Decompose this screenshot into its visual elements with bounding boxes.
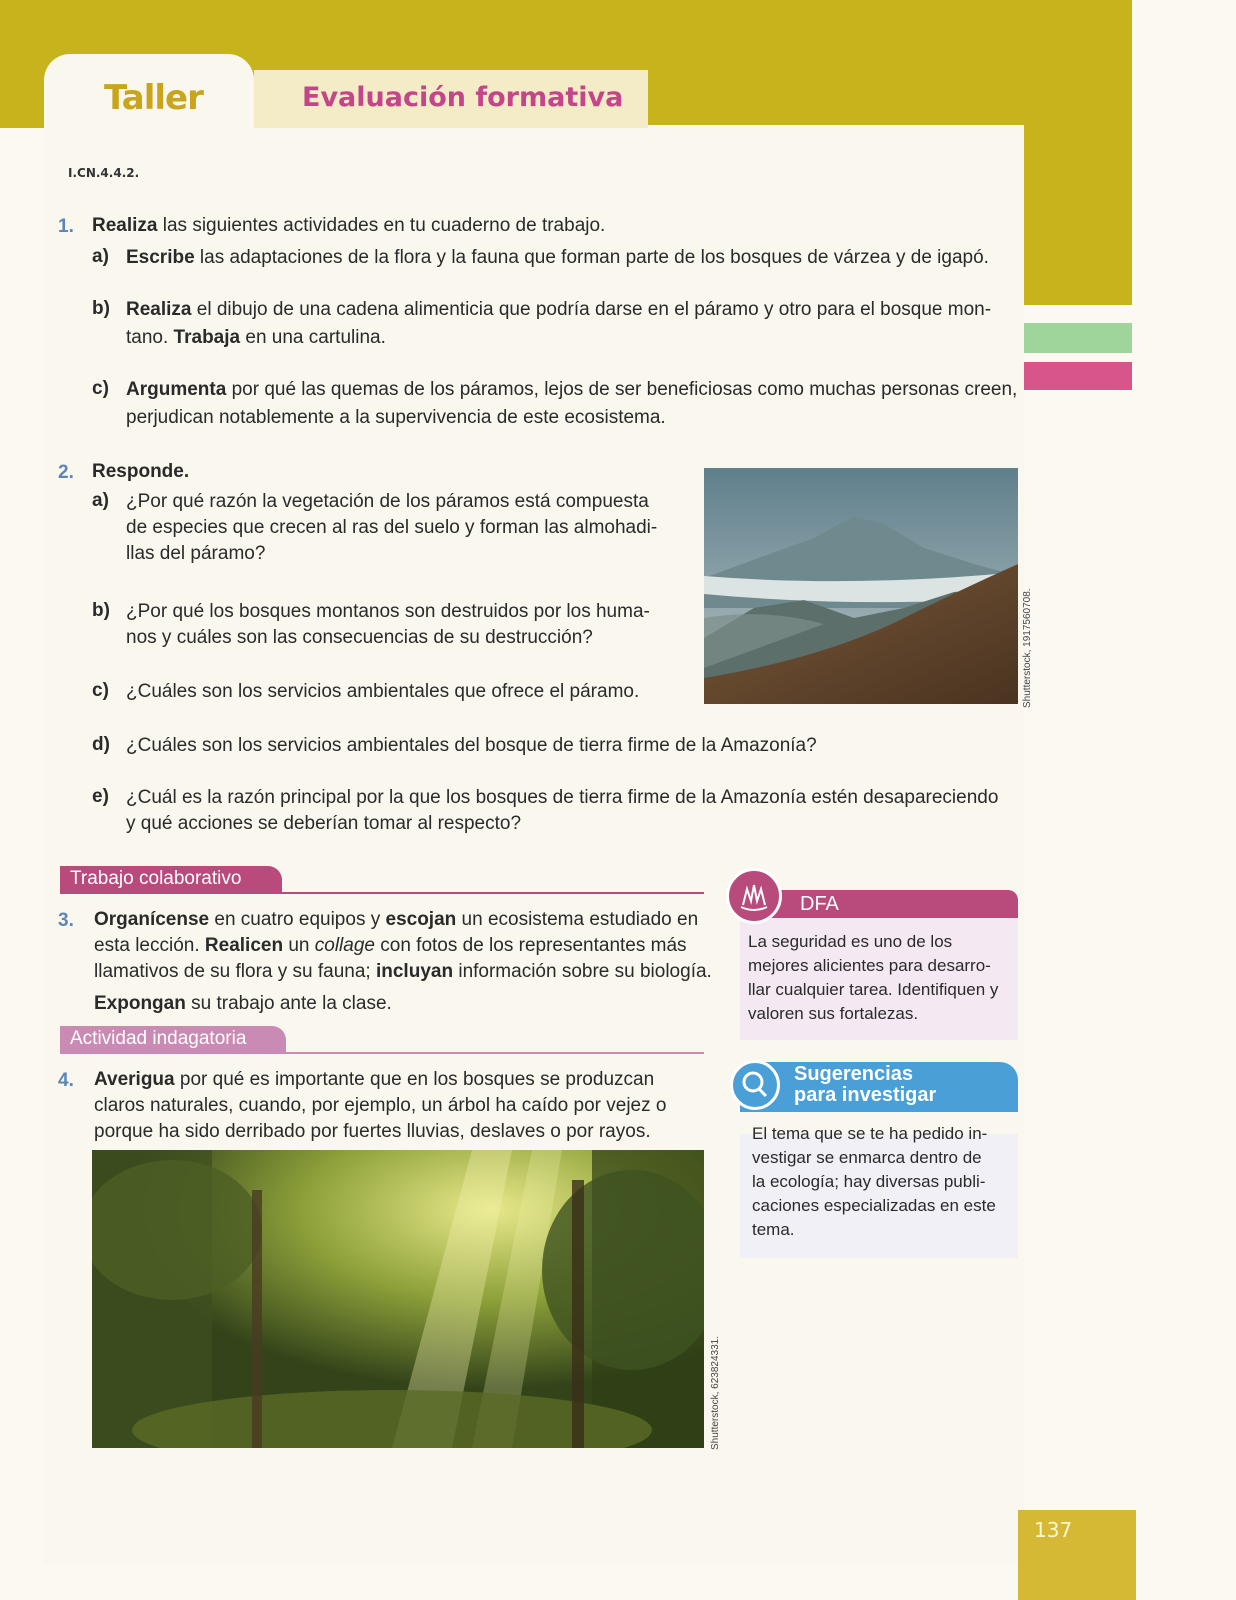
sug-line-1: El tema que se te ha pedido in- [752,1124,988,1143]
page-number: 137 [1034,1518,1073,1542]
hands-icon [726,868,782,924]
q3-line-3: llamativos de su flora y su fauna; incluyan información sobre su biología. [94,961,712,982]
pink-tab [1024,362,1132,390]
sug-line-3: la ecología; hay diversas publi- [752,1172,986,1191]
section-title: Taller [104,78,203,118]
q2-b-line-1: ¿Por qué los bosques montanos son destruidos por los huma- [126,601,650,622]
q2-d-letter: d) [92,734,110,755]
q3-line-2: esta lección. Realicen un collage con fotos de los representantes más [94,935,687,956]
q3-line-4: Expongan su trabajo ante la clase. [94,993,392,1014]
q2-c-line: ¿Cuáles son los servicios ambientales que ofrece el páramo. [126,681,640,702]
page-title: Evaluación formativa [302,82,624,113]
q4-line-2: claros naturales, cuando, por ejemplo, un árbol ha caído por vejez o [94,1095,667,1116]
q2-e-line-1: ¿Cuál es la razón principal por la que los bosques de tierra firme de la Amazonía estén desapareciendo [126,787,999,808]
indag-rule [286,1052,704,1054]
q1-intro: Realiza las siguientes actividades en tu cuaderno de trabajo. [92,215,606,236]
collab-label: Trabajo colaborativo [60,866,282,894]
collab-rule [282,892,704,894]
q2-b-letter: b) [92,600,110,621]
q2-a-line-2: de especies que crecen al ras del suelo y forman las almohadi- [126,517,658,538]
q1-a-text: Escribe las adaptaciones de la flora y la fauna que forman parte de los bosques de várzea y de igapó. [126,247,989,268]
green-tab [1024,323,1132,353]
q2-a-line-3: llas del páramo? [126,543,266,564]
q1-a-letter: a) [92,246,109,267]
indag-label: Actividad indagatoria [60,1026,286,1054]
q1-b-text-2: tano. Trabaja en una cartulina. [126,327,386,348]
dfa-title: DFA [800,893,839,915]
sug-line-5: tema. [752,1220,795,1239]
forest-photo-credit: Shutterstock, 623824331. [710,1336,721,1450]
sugerencias-title: Sugerencias para investigar [794,1063,937,1106]
q1-b-letter: b) [92,298,110,319]
q2-c-letter: c) [92,680,109,701]
q3-number: 3. [58,910,74,931]
curriculum-code: I.CN.4.4.2. [68,166,140,180]
dfa-line-4: valoren sus fortalezas. [748,1004,919,1023]
q1-c-text: Argumenta por qué las quemas de los páramos, lejos de ser beneficiosas como muchas personas creen, [126,379,1018,400]
q4-line-1: Averigua por qué es importante que en los bosques se produzcan [94,1069,655,1090]
q4-number: 4. [58,1070,74,1091]
q1-c-text-2: perjudican notablemente a la supervivencia de este ecosistema. [126,407,666,428]
q2-intro: Responde. [92,461,190,482]
q2-a-line-1: ¿Por qué razón la vegetación de los páramos está compuesta [126,491,649,512]
dfa-line-2: mejores alicientes para desarro- [748,956,991,975]
forest-photo [92,1150,704,1448]
paramo-photo-credit: Shutterstock, 1917560708. [1022,588,1033,708]
q2-e-letter: e) [92,786,109,807]
magnifier-icon [730,1060,780,1110]
paramo-photo [704,468,1018,704]
sug-line-2: vestigar se enmarca dentro de [752,1148,982,1167]
q2-b-line-2: nos y cuáles son las consecuencias de su destrucción? [126,627,593,648]
q4-line-3: porque ha sido derribado por fuertes lluvias, deslaves o por rayos. [94,1121,651,1142]
q3-line-1: Organícense en cuatro equipos y escojan un ecosistema estudiado en [94,909,699,930]
side-band [1024,0,1132,305]
q2-e-line-2: y qué acciones se deberían tomar al respecto? [126,813,522,834]
dfa-line-1: La seguridad es uno de los [748,932,953,951]
q1-b-text: Realiza el dibujo de una cadena alimenticia que podría darse en el páramo y otro para el bosque mon- [126,299,992,320]
q2-number: 2. [58,462,74,483]
q1-number: 1. [58,216,74,237]
sug-line-4: caciones especializadas en este [752,1196,996,1215]
q2-d-line: ¿Cuáles son los servicios ambientales del bosque de tierra firme de la Amazonía? [126,735,817,756]
dfa-line-3: llar cualquier tarea. Identifiquen y [748,980,999,999]
q1-c-letter: c) [92,378,109,399]
q2-a-letter: a) [92,490,109,511]
